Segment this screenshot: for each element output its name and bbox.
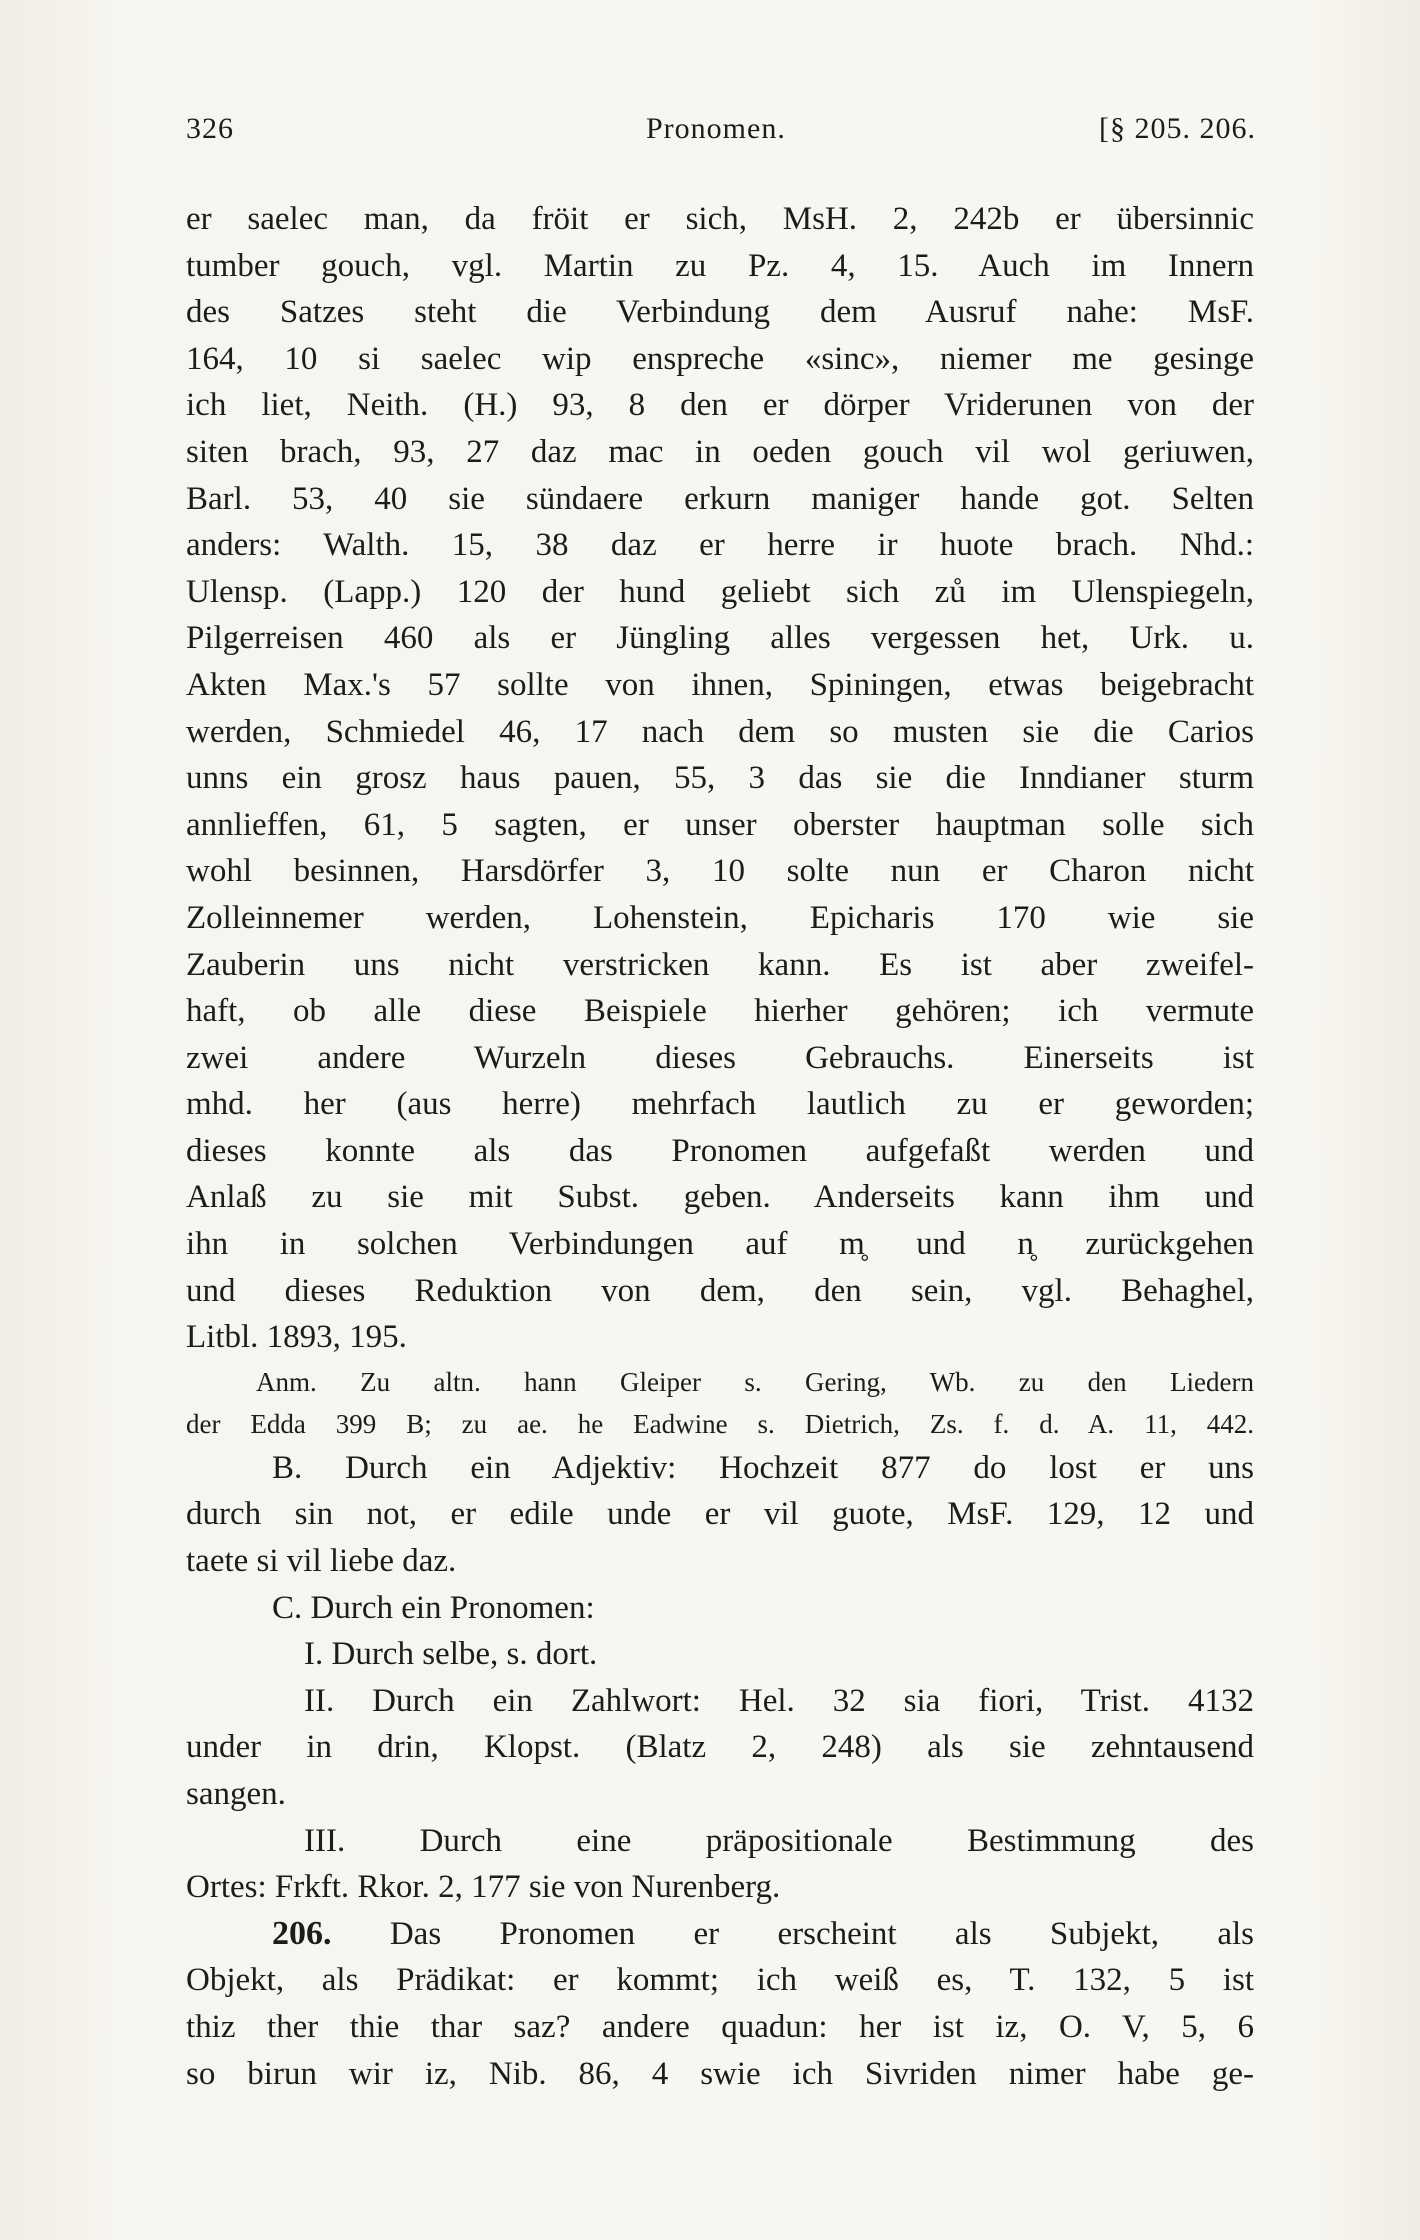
annotation-line: der Edda 399 B; zu ae. he Eadwine s. Dietrich, Zs. f. d. A. 11, 442. bbox=[186, 1408, 1254, 1439]
text-line: sangen. bbox=[186, 1776, 286, 1812]
text-line: des Satzes steht die Verbindung dem Ausruf nahe: MsF. bbox=[186, 294, 1254, 331]
text-line: 164, 10 si saelec wip enspreche «sinc», niemer me gesinge bbox=[186, 340, 1254, 377]
text-line: ich liet, Neith. (H.) 93, 8 den er dörper Vriderunen von der bbox=[186, 387, 1254, 424]
text-line: Akten Max.'s 57 sollte von ihnen, Spiningen, etwas beigebracht bbox=[186, 666, 1254, 703]
subsection-heading: B. Durch ein Adjektiv: Hochzeit 877 do lost er uns bbox=[272, 1449, 1254, 1486]
text-line: mhd. her (aus herre) mehrfach lautlich zu er geworden; bbox=[186, 1086, 1254, 1123]
text-line: Ulensp. (Lapp.) 120 der hund geliebt sich zů im Ulenspiegeln, bbox=[186, 573, 1254, 610]
text-line: taete si vil liebe daz. bbox=[186, 1543, 457, 1580]
text-line: tumber gouch, vgl. Martin zu Pz. 4, 15. Auch im Innern bbox=[186, 247, 1254, 284]
text-line: werden, Schmiedel 46, 17 nach dem so musten sie die Carios bbox=[186, 713, 1254, 750]
text-line: annlieffen, 61, 5 sagten, er unser oberster hauptman solle sich bbox=[186, 806, 1254, 843]
text-line: wohl besinnen, Harsdörfer 3, 10 solte nun er Charon nicht bbox=[186, 853, 1254, 890]
text-line: Anlaß zu sie mit Subst. geben. Anderseits kann ihm und bbox=[186, 1179, 1254, 1216]
section-number: 206. bbox=[272, 1914, 332, 1952]
text-line: anders: Walth. 15, 38 daz er herre ir huote brach. Nhd.: bbox=[186, 527, 1254, 564]
text-line: haft, ob alle diese Beispiele hierher gehören; ich vermute bbox=[186, 993, 1254, 1030]
list-item: III. Durch eine präpositionale Bestimmung des bbox=[304, 1822, 1254, 1859]
page-number: 326 bbox=[186, 112, 234, 145]
text-line: siten brach, 93, 27 daz mac in oeden gouch vil wol geriuwen, bbox=[186, 433, 1254, 470]
text-line: und dieses Reduktion von dem, den sein, vgl. Behaghel, bbox=[186, 1272, 1254, 1309]
text-line: er saelec man, da fröit er sich, MsH. 2, 242b er übersinnic bbox=[186, 201, 1254, 237]
running-title: Pronomen. bbox=[646, 112, 786, 145]
text-line: thiz ther thie thar saz? andere quadun: her ist iz, O. V, 5, 6 bbox=[186, 2008, 1254, 2045]
text-line: Objekt, als Prädikat: er kommt; ich weiß es, T. 132, 5 ist bbox=[186, 1962, 1254, 1999]
list-item: I. Durch selbe, s. dort. bbox=[304, 1636, 598, 1673]
annotation-line: Anm. Zu altn. hann Gleiper s. Gering, Wb. zu den Liedern bbox=[256, 1366, 1254, 1397]
text-line: Ortes: Frkft. Rkor. 2, 177 sie von Nurenberg. bbox=[186, 1869, 781, 1906]
text-line: under in drin, Klopst. (Blatz 2, 248) als sie zehntausend bbox=[186, 1729, 1254, 1766]
text-line: unns ein grosz haus pauen, 55, 3 das sie die Inndianer sturm bbox=[186, 760, 1254, 797]
text-line: Das Pronomen er erscheint als Subjekt, als bbox=[389, 1915, 1254, 1952]
list-item: II. Durch ein Zahlwort: Hel. 32 sia fiori, Trist. 4132 bbox=[304, 1682, 1254, 1719]
text-line: Zolleinnemer werden, Lohenstein, Epicharis 170 wie sie bbox=[186, 899, 1254, 936]
text-line: Zauberin uns nicht verstricken kann. Es ist aber zweifel- bbox=[186, 946, 1254, 983]
text-line: dieses konnte als das Pronomen aufgefaßt werden und bbox=[186, 1132, 1254, 1169]
text-line: zwei andere Wurzeln dieses Gebrauchs. Einerseits ist bbox=[186, 1039, 1254, 1076]
text-line: Barl. 53, 40 sie sündaere erkurn maniger hande got. Selten bbox=[186, 480, 1254, 517]
subsection-heading: C. Durch ein Pronomen: bbox=[272, 1589, 595, 1626]
text-line: Litbl. 1893, 195. bbox=[186, 1319, 407, 1356]
text-line: ihn in solchen Verbindungen auf m̥ und n̥ zurückgehen bbox=[186, 1226, 1254, 1263]
page-header bbox=[186, 112, 1256, 162]
text-line: so birun wir iz, Nib. 86, 4 swie ich Sivriden nimer habe ge- bbox=[186, 2055, 1254, 2092]
section-reference: [§ 205. 206. bbox=[1099, 112, 1256, 145]
text-line: Pilgerreisen 460 als er Jüngling alles vergessen het, Urk. u. bbox=[186, 620, 1254, 657]
text-line: durch sin not, er edile unde er vil guote, MsF. 129, 12 und bbox=[186, 1496, 1254, 1533]
section-206-first-line bbox=[186, 1911, 1254, 1958]
body-text bbox=[186, 196, 1254, 2097]
